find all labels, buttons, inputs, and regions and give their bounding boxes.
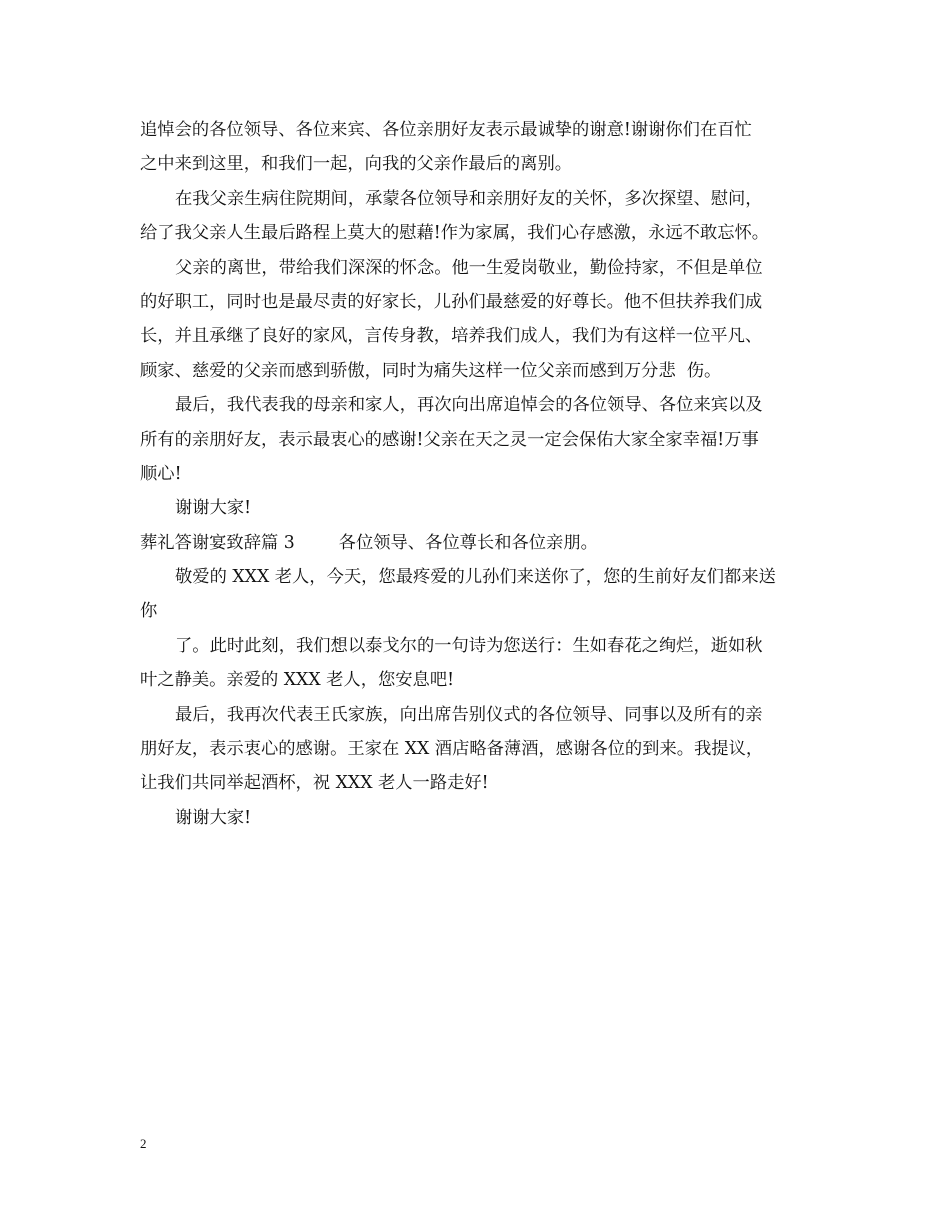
text-line: 谢谢大家!: [175, 498, 252, 519]
text-line: 长，并且承继了良好的家风，言传身教，培养我们成人，我们为有这样一位平凡、: [140, 326, 763, 347]
text-line: 父亲的离世，带给我们深深的怀念。他一生爱岗敬业，勤俭持家，不但是单位: [175, 257, 763, 278]
text-line: 顾家、慈爱的父亲而感到骄傲，同时为痛失这样一位父亲而感到万分悲 伤。: [140, 360, 722, 381]
text-line: 在我父亲生病住院期间，承蒙各位领导和亲朋好友的关怀，多次探望、慰问，: [175, 188, 763, 209]
page-number: 2: [140, 1136, 147, 1151]
text-line: 之中来到这里，和我们一起，向我的父亲作最后的离别。: [140, 154, 573, 175]
text-line: 最后，我代表我的母亲和家人，再次向出席追悼会的各位领导、各位来宾以及: [175, 395, 763, 416]
text-line: 的好职工，同时也是最尽责的好家长，儿孙们最慈爱的好尊长。他不但扶养我们成: [140, 291, 763, 312]
text-line: 谢谢大家!: [175, 807, 252, 828]
text-line: 让我们共同举起酒杯，祝 XXX 老人一路走好!: [140, 773, 489, 794]
document-body: [140, 113, 812, 835]
text-line: 你: [140, 601, 158, 622]
text-line: 所有的亲朋好友，表示最衷心的感谢!父亲在天之灵一定会保佑大家全家幸福!万事: [140, 429, 759, 450]
text-line: 顺心!: [140, 463, 182, 484]
text-line: 给了我父亲人生最后路程上莫大的慰藉!作为家属，我们心存感激，永远不敢忘怀。: [140, 223, 770, 244]
text-line: 朋好友，表示衷心的感谢。王家在 XX 酒店略备薄酒，感谢各位的到来。我提议，: [140, 739, 764, 760]
text-line: 敬爱的 XXX 老人，今天，您最疼爱的儿孙们来送你了，您的生前好友们都来送: [175, 567, 776, 588]
text-line: 了。此时此刻，我们想以泰戈尔的一句诗为您送行：生如春花之绚烂，逝如秋: [175, 635, 763, 656]
section-heading: 葬礼答谢宴致辞篇 3 各位领导、各位尊长和各位亲朋。: [140, 532, 598, 553]
text-line: 叶之静美。亲爱的 XXX 老人，您安息吧!: [140, 670, 455, 691]
text-line: 最后，我再次代表王氏家族，向出席告别仪式的各位领导、同事以及所有的亲: [175, 704, 763, 725]
text-line: 追悼会的各位领导、各位来宾、各位亲朋好友表示最诚挚的谢意!谢谢你们在百忙: [140, 120, 752, 140]
